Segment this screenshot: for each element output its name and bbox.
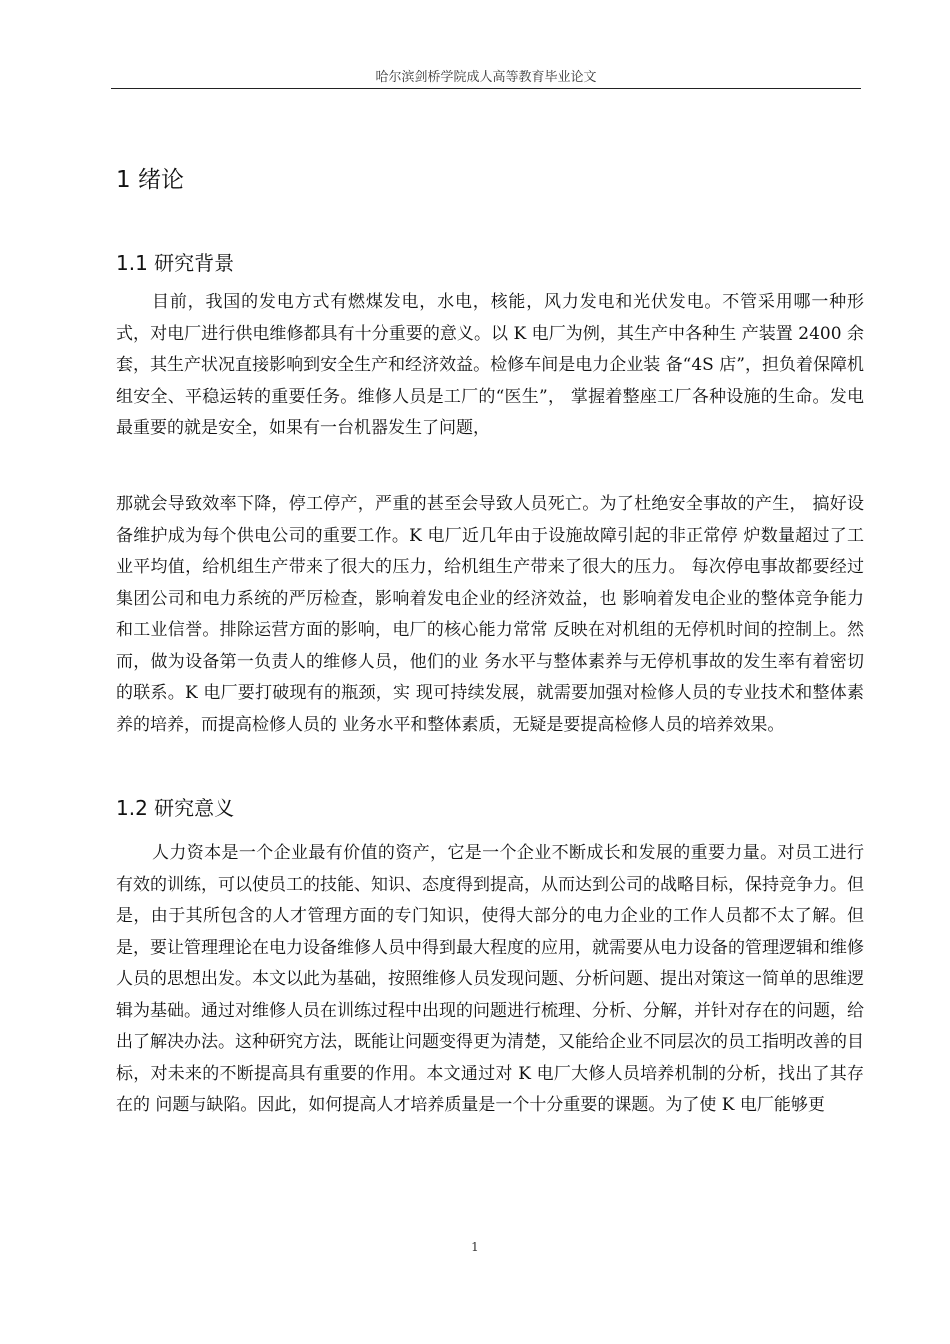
page-number: 1 [471, 1240, 479, 1254]
paragraph-background-2: 那就会导致效率下降，停工停产，严重的甚至会导致人员死亡。为了杜绝安全事故的产生， 搞好设备维护成为每个供电公司的重要工作。K 电厂近几年由于设施故障引起的非正常停 炉数量超过了工业平均值，给机组生产带来了很大的压力，给机组生产带来了很大的压力。 每次停电事故都要经过集团公司和电力系统的严厉检查，影响着发电企业的经济效益，也 影响着发电企业的整体竞争能力和工业信誉。排除运营方面的影响，电厂的核心能力常常 反映在对机组的无停机时间的控制上。然而，做为设备第一负责人的维修人员，他们的业 务水平与整体素养与无停机事故的发生率有着密切的联系。K 电厂要打破现有的瓶颈，实 现可持续发展，就需要加强对检修人员的专业技术和整体素养的培养，而提高检修人员的 业务水平和整体素质，无疑是要提高检修人员的培养效果。 [116, 494, 864, 735]
chapter-title: 1 绪论 [116, 167, 184, 193]
paragraph-significance-1: 人力资本是一个企业最有价值的资产，它是一个企业不断成长和发展的重要力量。对员工进行有效的训练，可以使员工的技能、知识、态度得到提高，从而达到公司的战略目标，保持竞争力。但是，由于其所包含的人才管理方面的专门知识，使得大部分的电力企业的工作人员都不太了解。但是，要让管理理论在电力设备维修人员中得到最大程度的应用，就需要从电力设备的管理逻辑和维修人员的思想出发。本文以此为基础，按照维修人员发现问题、分析问题、提出对策这一简单的思维逻辑为基础。通过对维修人员在训练过程中出现的问题进行梳理、分析、分解，并针对存在的问题，给出了解决办法。这种研究方法，既能让问题变得更为清楚，又能给企业不同层次的员工指明改善的目标，对未来的不断提高具有重要的作用。本文通过对 K 电厂大修人员培养机制的分析，找出了其存在的 问题与缺陷。因此，如何提高人才培养质量是一个十分重要的课题。为了使 K 电厂能够更 [116, 843, 864, 1115]
section-title-background: 1.1 研究背景 [116, 251, 235, 275]
running-header: 哈尔滨剑桥学院成人高等教育毕业论文 [375, 70, 597, 85]
header-divider [111, 88, 861, 89]
section-title-significance: 1.2 研究意义 [116, 796, 235, 820]
paragraph-background-1: 目前，我国的发电方式有燃煤发电，水电，核能，风力发电和光伏发电。不管采用哪一种形式，对电厂进行供电维修都具有十分重要的意义。以 K 电厂为例，其生产中各种生 产装置 2400 余套，其生产状况直接影响到安全生产和经济效益。检修车间是电力企业装 备“4S 店”，担负着保障机组安全、平稳运转的重要任务。维修人员是工厂的“医生”， 掌握着整座工厂各种设施的生命。发电最重要的就是安全，如果有一台机器发生了问题， [116, 292, 864, 438]
